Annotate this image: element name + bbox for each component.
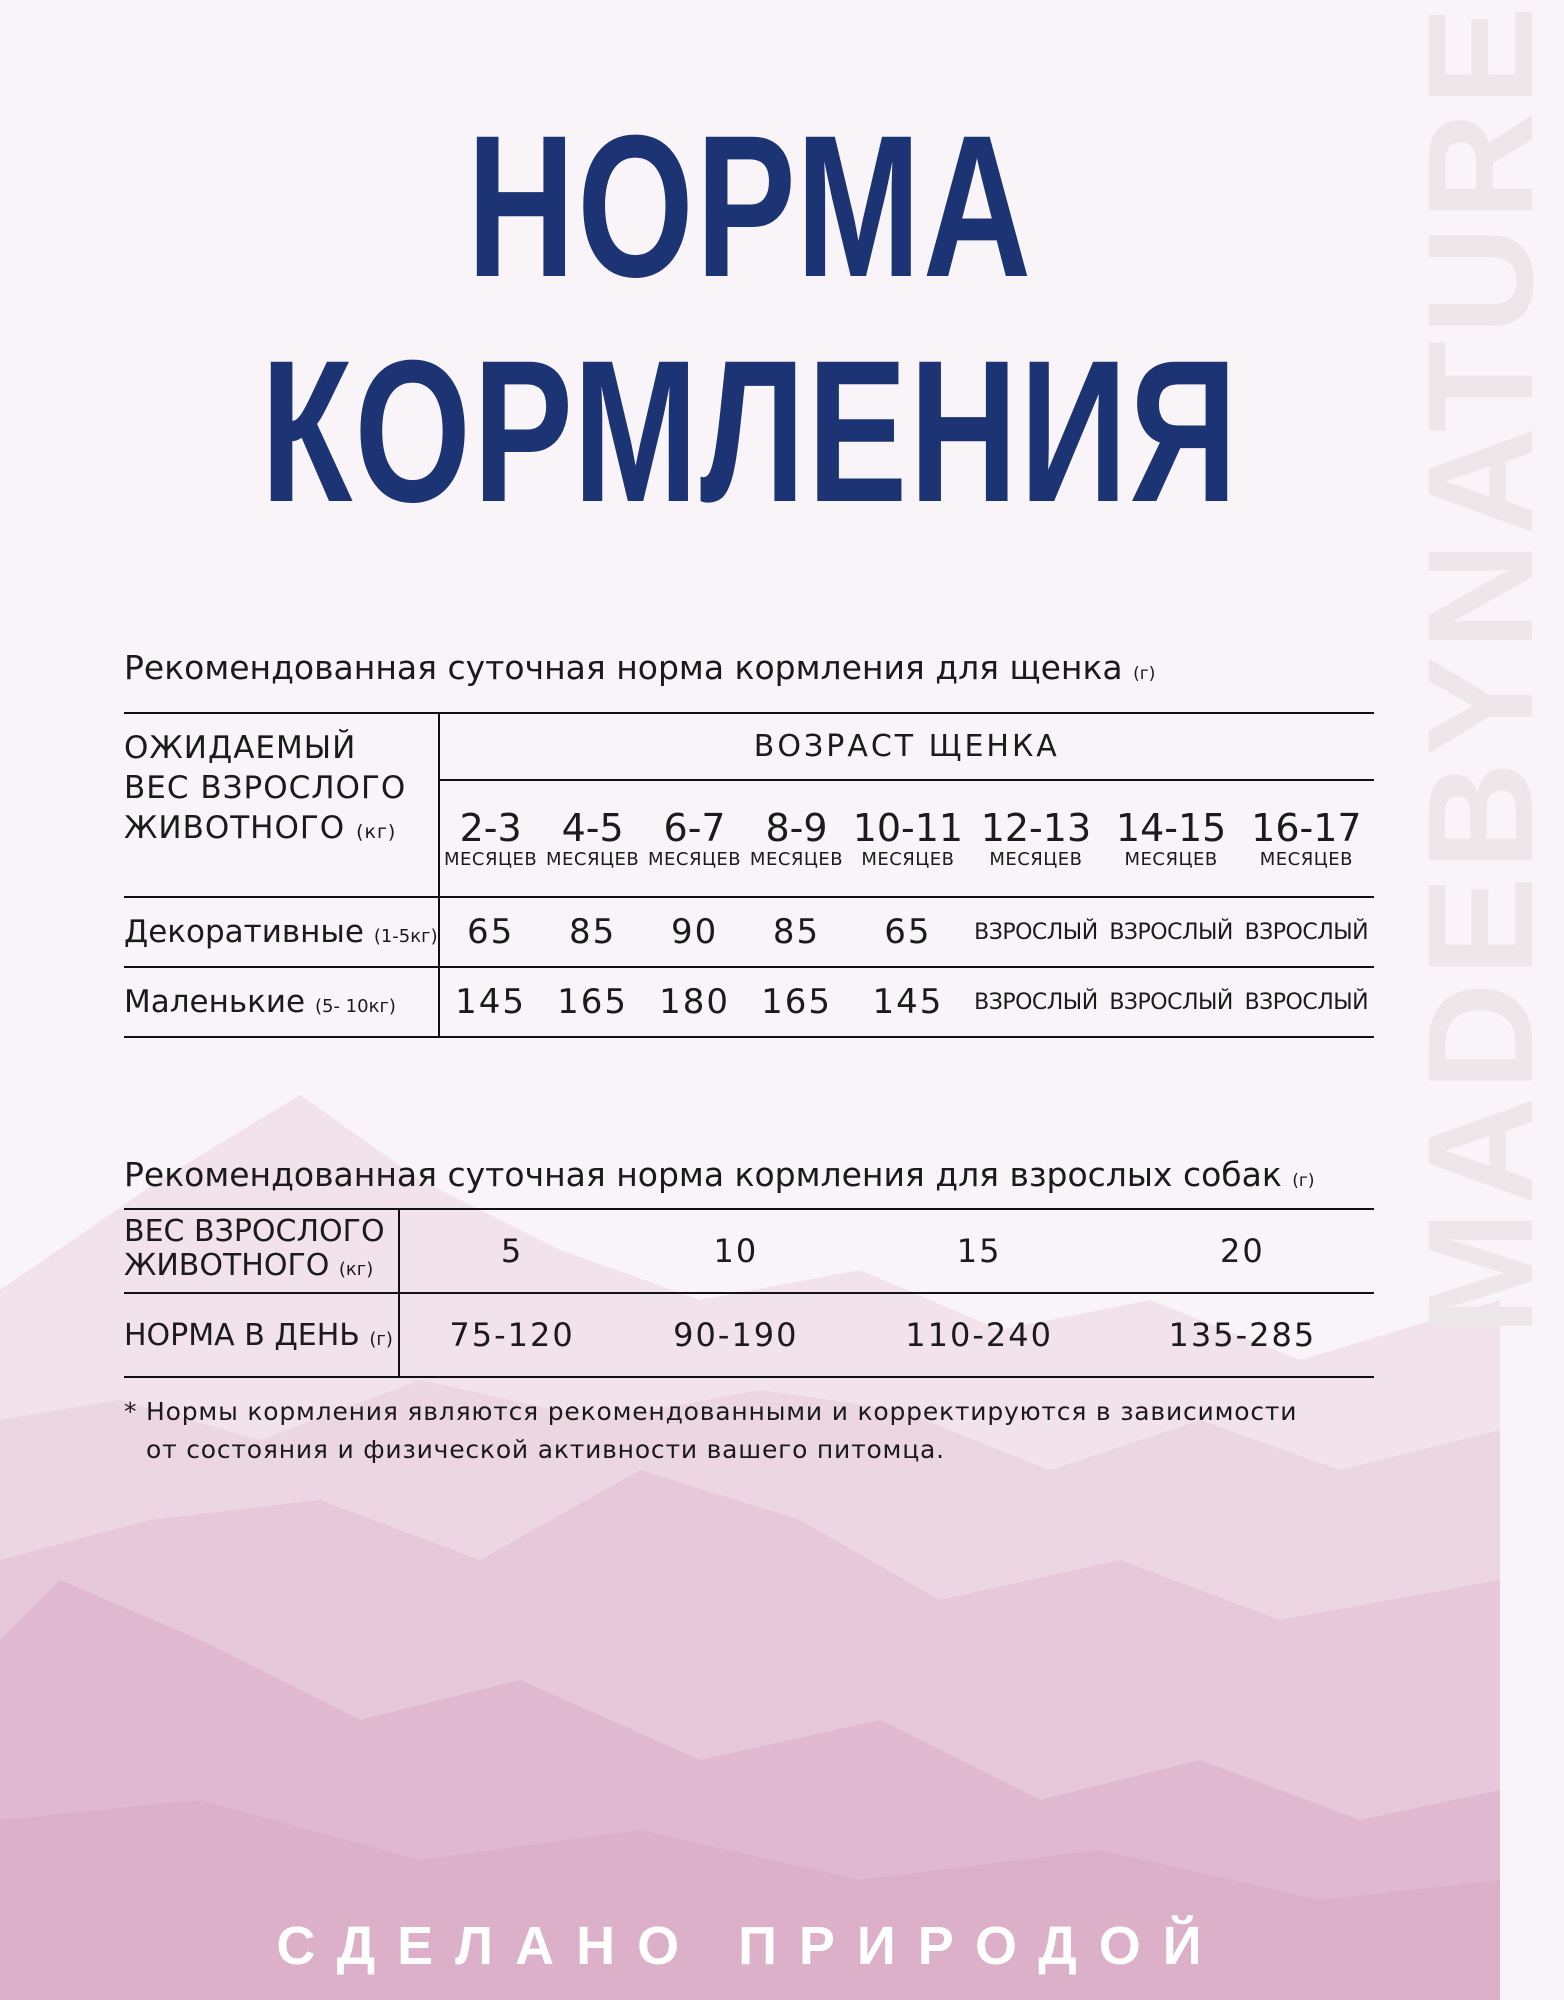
footnote-line1: * Нормы кормления являются рекомендованными и корректируются в зависимости: [124, 1397, 1298, 1426]
puppy-age-header: ВОЗРАСТ ЩЕНКА: [439, 713, 1374, 780]
age-range: 12-13: [980, 805, 1092, 850]
page-title-line1: НОРМА: [466, 92, 1034, 320]
table-cell: 15: [848, 1209, 1111, 1293]
adult-weight-unit: (кг): [338, 1259, 374, 1280]
table-cell: 145: [455, 982, 527, 1022]
table-cell: 10: [624, 1209, 847, 1293]
age-unit: МЕСЯЦЕВ: [1259, 848, 1353, 870]
age-range: 16-17: [1251, 805, 1362, 850]
adult-weight-line1: ВЕС ВЗРОСЛОГО: [124, 1214, 385, 1249]
age-range: 10-11: [852, 805, 964, 850]
age-range: 6-7: [663, 805, 726, 850]
age-column-header: [1104, 780, 1239, 897]
weight-header-line1: ОЖИДАЕМЫЙ: [124, 730, 357, 766]
puppy-caption-unit: (г): [1133, 664, 1156, 684]
weight-header-line3: ЖИВОТНОГО: [124, 810, 346, 846]
age-column-header: [439, 780, 542, 897]
age-unit: МЕСЯЦЕВ: [1124, 848, 1218, 870]
table-row: [124, 967, 1374, 1037]
table-cell: ВЗРОСЛЫЙ: [1104, 897, 1239, 967]
age-column-header: [1239, 780, 1374, 897]
row-label-unit: (5- 10кг): [314, 996, 396, 1017]
table-row: [124, 1209, 1374, 1293]
puppy-caption-text: Рекомендованная суточная норма кормления для щенка: [124, 648, 1123, 687]
expected-weight-header: [124, 713, 439, 897]
adult-caption-text: Рекомендованная суточная норма кормления для взрослых собак: [124, 1155, 1282, 1194]
adult-weight-line2: ЖИВОТНОГО: [124, 1248, 330, 1283]
adult-caption-unit: (г): [1292, 1171, 1315, 1191]
age-column-header: [746, 780, 848, 897]
table-cell: 165: [761, 982, 832, 1022]
table-cell: 135-285: [1168, 1316, 1317, 1354]
adult-weight-label: [124, 1209, 399, 1293]
row-label-text: Декоративные: [124, 914, 364, 950]
age-range: 8-9: [765, 805, 828, 850]
table-cell: 65: [439, 897, 542, 967]
adult-table-caption: [124, 1155, 1315, 1194]
table-cell: ВЗРОСЛЫЙ: [1239, 897, 1374, 967]
table-cell: ВЗРОСЛЫЙ: [1109, 989, 1233, 1015]
table-cell: 90: [644, 897, 746, 967]
table-row: [124, 897, 1374, 967]
puppy-feeding-table: [124, 712, 1374, 1038]
age-column-header: [542, 780, 644, 897]
table-cell: 75-120: [449, 1316, 575, 1354]
age-unit: МЕСЯЦЕВ: [546, 848, 640, 870]
age-range: 14-15: [1115, 805, 1227, 850]
footnote: [124, 1393, 1384, 1469]
weight-header-line2: ВЕС ВЗРОСЛОГО: [124, 770, 407, 806]
age-column-header: [644, 780, 746, 897]
age-column-header: [848, 780, 969, 897]
table-cell: 85: [542, 897, 644, 967]
table-cell: ВЗРОСЛЫЙ: [968, 897, 1103, 967]
age-unit: МЕСЯЦЕВ: [647, 848, 742, 870]
age-unit: МЕСЯЦЕВ: [989, 848, 1083, 870]
page-title-line2: КОРМЛЕНИЯ: [260, 317, 1240, 545]
footer-slogan: СДЕЛАНО ПРИРОДОЙ: [276, 1916, 1224, 1976]
age-column-header: [968, 780, 1103, 897]
weight-header-unit: (кг): [356, 821, 397, 843]
age-unit: МЕСЯЦЕВ: [861, 848, 955, 870]
age-range: 4-5: [561, 805, 624, 850]
row-label-decorative: [124, 897, 439, 967]
daily-norm-unit: (г): [369, 1328, 393, 1350]
age-unit: МЕСЯЦЕВ: [444, 848, 538, 870]
row-label-small: [124, 967, 439, 1037]
table-cell: ВЗРОСЛЫЙ: [1244, 989, 1369, 1015]
table-cell: 5: [399, 1209, 624, 1293]
watermark-text: MADEBYNATURE: [1396, 0, 1564, 1336]
row-label-unit: (1-5кг): [373, 926, 438, 947]
daily-norm-text: НОРМА В ДЕНЬ: [124, 1317, 360, 1353]
footnote-line2: от состояния и физической активности вашего питомца.: [146, 1435, 945, 1464]
puppy-table-caption: [124, 648, 1155, 687]
table-cell: 145: [872, 982, 944, 1022]
table-cell: 65: [848, 897, 969, 967]
table-row: [124, 1293, 1374, 1377]
table-cell: 85: [746, 897, 848, 967]
table-cell: 20: [1111, 1209, 1374, 1293]
age-range: 2-3: [459, 805, 522, 850]
adult-feeding-table: [124, 1208, 1374, 1378]
age-unit: МЕСЯЦЕВ: [749, 848, 844, 870]
daily-norm-label: [124, 1293, 399, 1377]
table-cell: 165: [557, 982, 629, 1022]
table-cell: 110-240: [905, 1316, 1053, 1354]
table-cell: 90-190: [673, 1316, 799, 1354]
table-cell: ВЗРОСЛЫЙ: [974, 989, 1098, 1015]
table-cell: 180: [659, 982, 731, 1022]
row-label-text: Маленькие: [124, 984, 306, 1020]
